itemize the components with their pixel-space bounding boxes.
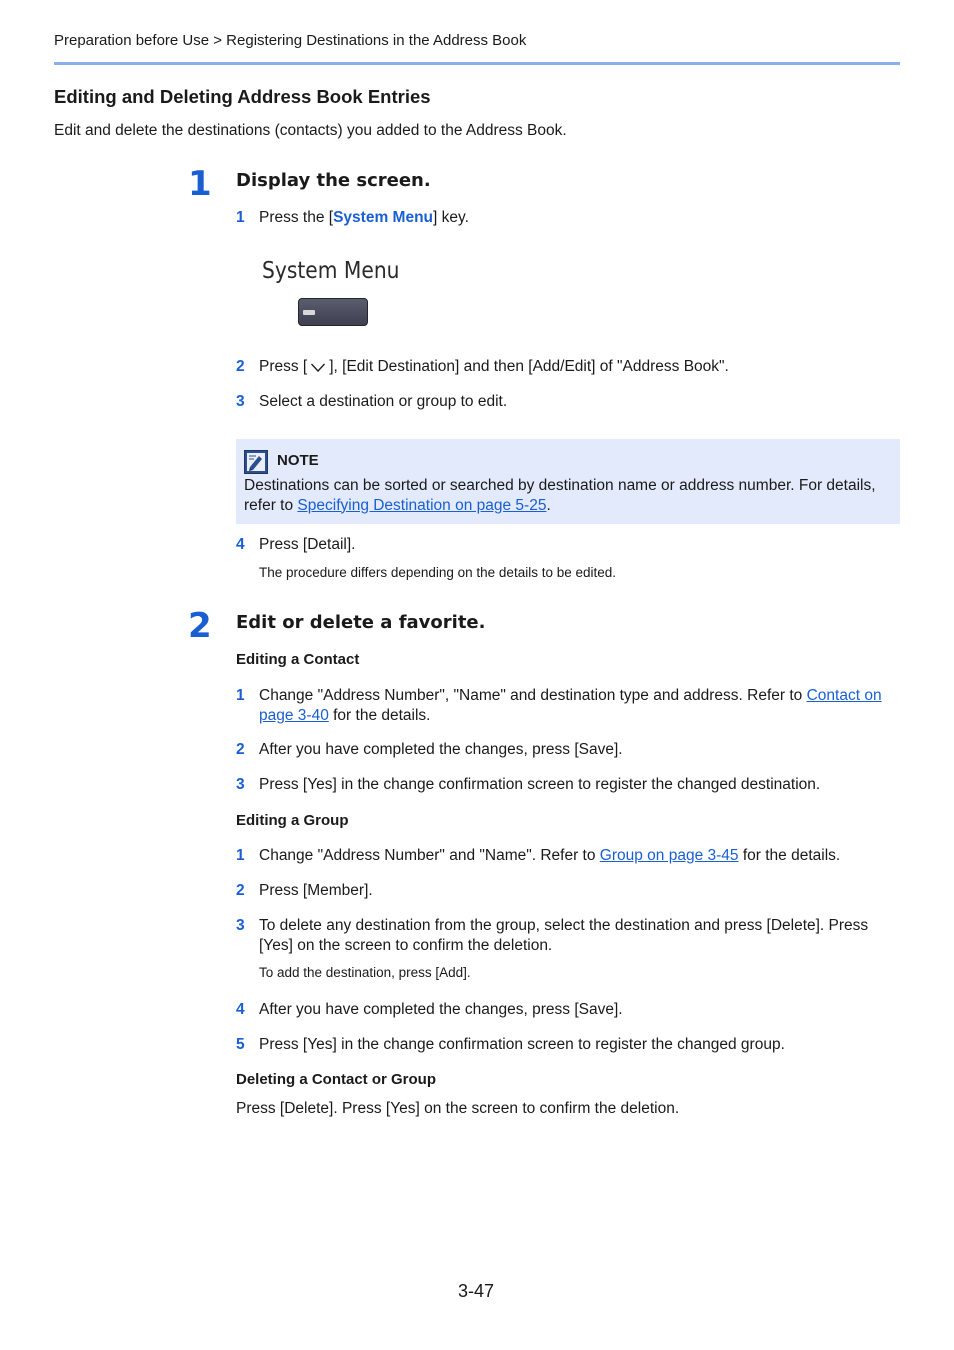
link-specifying-destination[interactable]: Specifying Destination on page 5-25	[297, 496, 547, 514]
section-intro: Edit and delete the destinations (contacts) you added to the Address Book.	[54, 122, 567, 139]
header-rule	[54, 62, 900, 65]
item-number: 1	[236, 687, 245, 704]
breadcrumb: Preparation before Use > Registering Destinations in the Address Book	[54, 32, 527, 49]
step-number-1: 1	[188, 164, 212, 204]
step-title-2: Edit or delete a favorite.	[236, 612, 486, 633]
step-number-2: 2	[188, 606, 212, 646]
item-number: 3	[236, 776, 245, 793]
step1-item-4-remark: The procedure differs depending on the details to be edited.	[259, 565, 617, 580]
system-menu-key-label: System Menu	[333, 209, 434, 226]
chevron-down-icon	[310, 361, 326, 373]
note-box	[236, 439, 900, 524]
step1-item-1: 1 Press the [System Menu] key.	[236, 209, 469, 226]
item-number: 1	[236, 209, 245, 226]
item-number: 3	[236, 393, 245, 410]
step1-item-3: 3 Select a destination or group to edit.	[236, 393, 508, 410]
item-number: 3	[236, 917, 245, 934]
group-item-3: 3 To delete any destination from the group, select the destination and press [Delete]. Press [Yes] on the screen to confirm the deletion.	[236, 917, 869, 954]
step-title-1: Display the screen.	[236, 170, 431, 191]
item-number: 4	[236, 536, 245, 553]
item-number: 5	[236, 1036, 245, 1053]
item-number: 4	[236, 1001, 245, 1018]
group-item-5: 5 Press [Yes] in the change confirmation screen to register the changed group.	[236, 1036, 785, 1053]
heading-editing-group: Editing a Group	[236, 812, 349, 829]
note-title: NOTE	[277, 452, 319, 469]
item-number: 1	[236, 847, 245, 864]
group-item-2: 2 Press [Member].	[236, 882, 373, 899]
item-number: 2	[236, 358, 245, 375]
group-item-1: 1 Change "Address Number" and "Name". Refer to Group on page 3-45 for the details.	[236, 847, 841, 864]
system-menu-key-icon	[298, 298, 368, 326]
contact-item-2: 2 After you have completed the changes, press [Save].	[236, 741, 623, 758]
link-group-page[interactable]: Group on page 3-45	[599, 847, 739, 864]
group-item-3-remark: To add the destination, press [Add].	[259, 965, 471, 980]
heading-deleting: Deleting a Contact or Group	[236, 1071, 437, 1088]
system-menu-figure-label: System Menu	[262, 258, 400, 284]
note-pencil-icon	[244, 450, 268, 474]
section-title: Editing and Deleting Address Book Entries	[54, 86, 431, 107]
item-number: 2	[236, 741, 245, 758]
heading-editing-contact: Editing a Contact	[236, 651, 360, 668]
link-contact-page[interactable]: Contact on page 3-40	[259, 687, 882, 724]
step1-item-2: 2 Press [ ], [Edit Destination] and then [Add/Edit] of "Address Book".	[236, 358, 729, 375]
step1-item-4: 4 Press [Detail].	[236, 536, 356, 553]
contact-item-1: 1 Change "Address Number", "Name" and destination type and address. Refer to Contact on page 3-40 for the details.	[236, 687, 882, 724]
item-number: 2	[236, 882, 245, 899]
key-led-icon	[303, 310, 315, 315]
group-item-4: 4 After you have completed the changes, press [Save].	[236, 1001, 623, 1018]
contact-item-3: 3 Press [Yes] in the change confirmation screen to register the changed destination.	[236, 776, 821, 793]
page-number: 3-47	[458, 1281, 495, 1301]
delete-text: Press [Delete]. Press [Yes] on the screen to confirm the deletion.	[236, 1100, 680, 1117]
note-text: Destinations can be sorted or searched by destination name or address number. For details, refer to Specifying Destination on page 5-25.	[244, 477, 876, 514]
